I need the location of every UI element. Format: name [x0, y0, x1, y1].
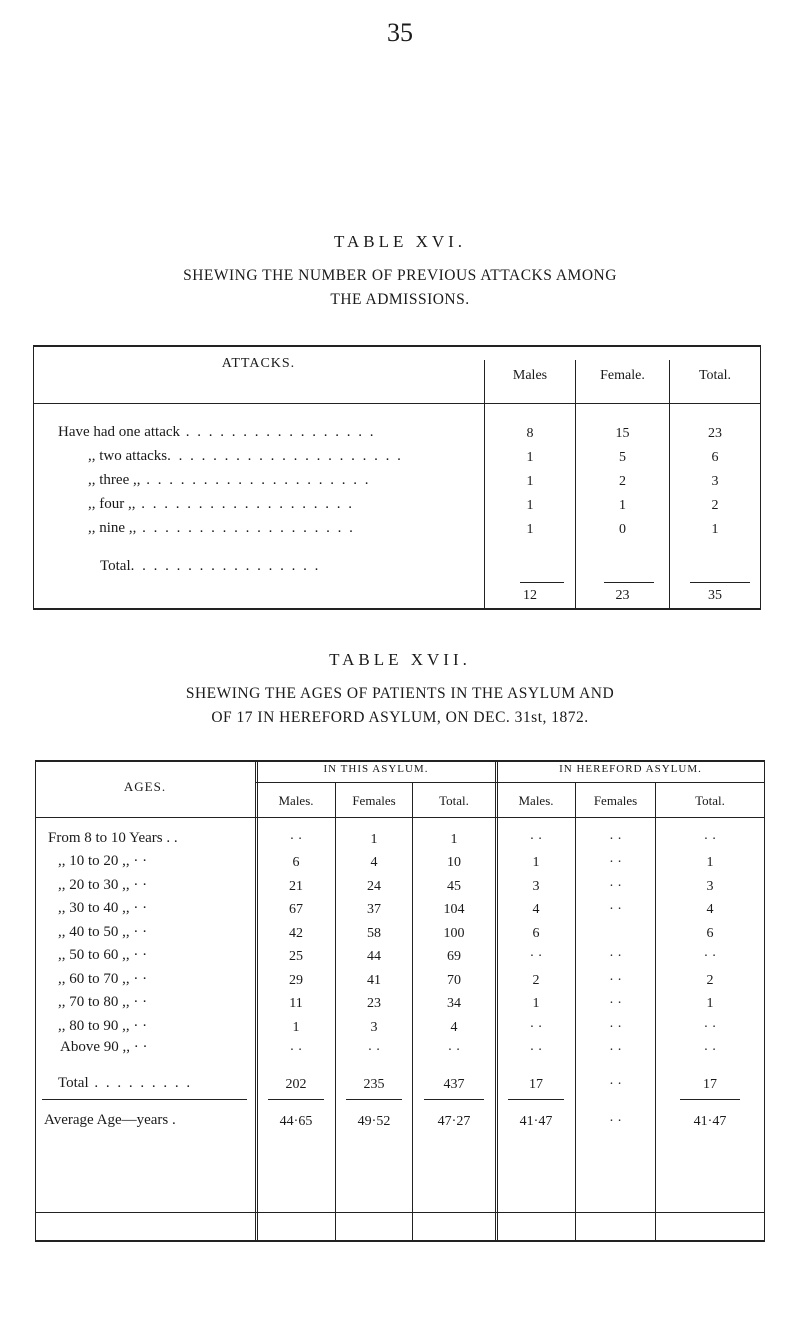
cell-m1: 42 — [289, 926, 303, 941]
cell-f1: 24 — [367, 879, 381, 894]
cell-t2: 3 — [706, 879, 714, 894]
total-t2: 17 — [703, 1077, 717, 1092]
cell-f1: 41 — [367, 973, 381, 988]
cell-female: 1 — [619, 498, 626, 513]
table-17-subtitle-1: SHEWING THE AGES OF PATIENTS IN THE ASYLUM AND — [185, 685, 615, 702]
average-m2: 41·47 — [519, 1114, 553, 1129]
cell-t2: · · — [703, 1043, 717, 1058]
cell-t1: 45 — [447, 879, 461, 894]
row-label: ,, two attacks — [88, 448, 168, 464]
cell-f2: · · — [609, 879, 622, 894]
cell-t2: · · — [703, 949, 717, 964]
cell-f1: 37 — [367, 902, 381, 917]
table-17-title: TABLE XVII. — [329, 650, 471, 669]
header-hereford-asylum: IN HEREFORD ASYLUM. — [559, 763, 702, 775]
header-this-asylum: IN THIS ASYLUM. — [323, 763, 429, 775]
row-label: ,, 40 to 50 ,, · · — [58, 924, 148, 940]
total-total: 35 — [708, 588, 722, 603]
cell-m2: · · — [529, 832, 543, 847]
cell-m2: · · — [529, 949, 543, 964]
cell-f2: · · — [609, 949, 622, 964]
row-label: ,, three ,, — [88, 472, 141, 488]
header-males: Males. — [278, 793, 314, 808]
cell-total: 6 — [711, 450, 719, 465]
cell-t1: 4 — [450, 1020, 458, 1035]
header-males: Males — [512, 368, 548, 383]
cell-f2: · · — [609, 832, 622, 847]
cell-f1: 44 — [367, 949, 381, 964]
cell-f2: · · — [609, 1020, 622, 1035]
cell-m2: 6 — [532, 926, 540, 941]
cell-m2: 1 — [532, 996, 540, 1011]
cell-female: 5 — [619, 450, 626, 465]
cell-f2: · · — [609, 902, 622, 917]
row-label: ,, 50 to 60 ,, · · — [58, 947, 148, 963]
total-males: 12 — [523, 588, 537, 603]
header-total-hereford: Total. — [695, 793, 725, 808]
total-f2: · · — [609, 1077, 622, 1092]
cell-total: 2 — [711, 498, 719, 513]
average-t1: 47·27 — [437, 1114, 471, 1129]
cell-m1: 29 — [289, 973, 303, 988]
header-females-hereford: Females — [593, 793, 638, 808]
cell-f2: · · — [609, 855, 622, 870]
cell-female: 0 — [619, 522, 626, 537]
cell-m2: · · — [529, 1020, 543, 1035]
cell-t1: 34 — [447, 996, 461, 1011]
total-female: 23 — [615, 588, 630, 603]
cell-m2: 1 — [532, 855, 540, 870]
cell-m2: 4 — [532, 902, 540, 917]
header-female: Female. — [600, 368, 645, 383]
cell-t1: 10 — [447, 855, 461, 870]
total-m1: 202 — [285, 1077, 307, 1092]
cell-t1: 70 — [447, 973, 461, 988]
average-t2: 41·47 — [693, 1114, 727, 1129]
average-f2: · · — [609, 1114, 622, 1129]
row-label: ,, 10 to 20 ,, · · — [58, 853, 148, 869]
row-label: ,, 80 to 90 ,, · · — [58, 1018, 148, 1034]
cell-t2: 1 — [706, 855, 714, 870]
header-females: Females — [352, 793, 396, 808]
cell-t2: 1 — [706, 996, 714, 1011]
cell-m1: · · — [289, 832, 303, 847]
cell-m2: · · — [529, 1043, 543, 1058]
total-label: Total — [58, 1075, 89, 1091]
cell-t1: · · — [447, 1043, 461, 1058]
average-label: Average Age—years . — [44, 1112, 176, 1128]
row-label: ,, 20 to 30 ,, · · — [58, 877, 148, 893]
cell-m1: 21 — [289, 879, 303, 894]
cell-m2: 2 — [532, 973, 540, 988]
cell-f2: · · — [609, 1043, 622, 1058]
row-label: ,, nine ,, — [88, 520, 137, 536]
cell-m2: 3 — [532, 879, 540, 894]
cell-t2: 2 — [706, 973, 714, 988]
cell-m1: 67 — [289, 902, 303, 917]
cell-f1: 3 — [370, 1020, 378, 1035]
cell-t2: 4 — [706, 902, 714, 917]
table-16-title: TABLE XVI. — [333, 232, 467, 251]
cell-males: 8 — [526, 426, 534, 441]
cell-m1: 6 — [292, 855, 300, 870]
cell-males: 1 — [526, 522, 534, 537]
header-total: Total. — [698, 368, 732, 383]
cell-males: 1 — [526, 498, 534, 513]
cell-total: 23 — [708, 426, 722, 441]
total-t1: 437 — [443, 1077, 465, 1092]
header-total: Total. — [439, 793, 469, 808]
header-attacks: ATTACKS. — [221, 356, 296, 371]
cell-t2: · · — [703, 832, 717, 847]
table-16-subtitle-2: THE ADMISSIONS. — [330, 291, 470, 308]
total-m2: 17 — [529, 1077, 543, 1092]
page-number: 35 — [387, 18, 413, 47]
cell-t2: · · — [703, 1020, 717, 1035]
header-ages: AGES. — [123, 779, 167, 794]
cell-f1: · · — [367, 1043, 381, 1058]
total-f1: 235 — [363, 1077, 385, 1092]
row-label: ,, four ,, — [88, 496, 136, 512]
cell-t1: 100 — [443, 926, 465, 941]
cell-f2: · · — [609, 973, 622, 988]
row-label: ,, 30 to 40 ,, · · — [58, 900, 148, 916]
row-label: Have had one attack — [58, 424, 181, 440]
cell-t1: 69 — [447, 949, 461, 964]
cell-t1: 1 — [450, 832, 458, 847]
cell-males: 1 — [526, 450, 534, 465]
cell-f2: · · — [609, 996, 622, 1011]
cell-m1: 11 — [289, 996, 303, 1011]
cell-female: 2 — [619, 474, 626, 489]
total-label: Total — [100, 558, 131, 574]
cell-f1: 23 — [367, 996, 381, 1011]
cell-f1: 1 — [370, 832, 378, 847]
cell-f1: 58 — [367, 926, 381, 941]
cell-males: 1 — [526, 474, 534, 489]
row-label: ,, 70 to 80 ,, · · — [58, 994, 148, 1010]
row-label: From 8 to 10 Years . . — [48, 830, 178, 846]
average-f1: 49·52 — [357, 1114, 391, 1129]
header-males-hereford: Males. — [518, 793, 554, 808]
cell-m1: 1 — [292, 1020, 300, 1035]
average-m1: 44·65 — [279, 1114, 313, 1129]
cell-t1: 104 — [443, 902, 465, 917]
cell-m1: 25 — [289, 949, 303, 964]
row-label: ,, 60 to 70 ,, · · — [58, 971, 148, 987]
cell-total: 3 — [711, 474, 719, 489]
table-16-subtitle-1: SHEWING THE NUMBER OF PREVIOUS ATTACKS AMONG — [183, 267, 617, 284]
row-label: Above 90 ,, · · — [60, 1039, 148, 1055]
table-17-subtitle-2: OF 17 IN HEREFORD ASYLUM, ON DEC. 31st, 1872. — [211, 709, 589, 726]
cell-m1: · · — [289, 1043, 303, 1058]
cell-female: 15 — [615, 426, 630, 441]
cell-total: 1 — [711, 522, 719, 537]
cell-t2: 6 — [706, 926, 714, 941]
cell-f1: 4 — [370, 855, 378, 870]
